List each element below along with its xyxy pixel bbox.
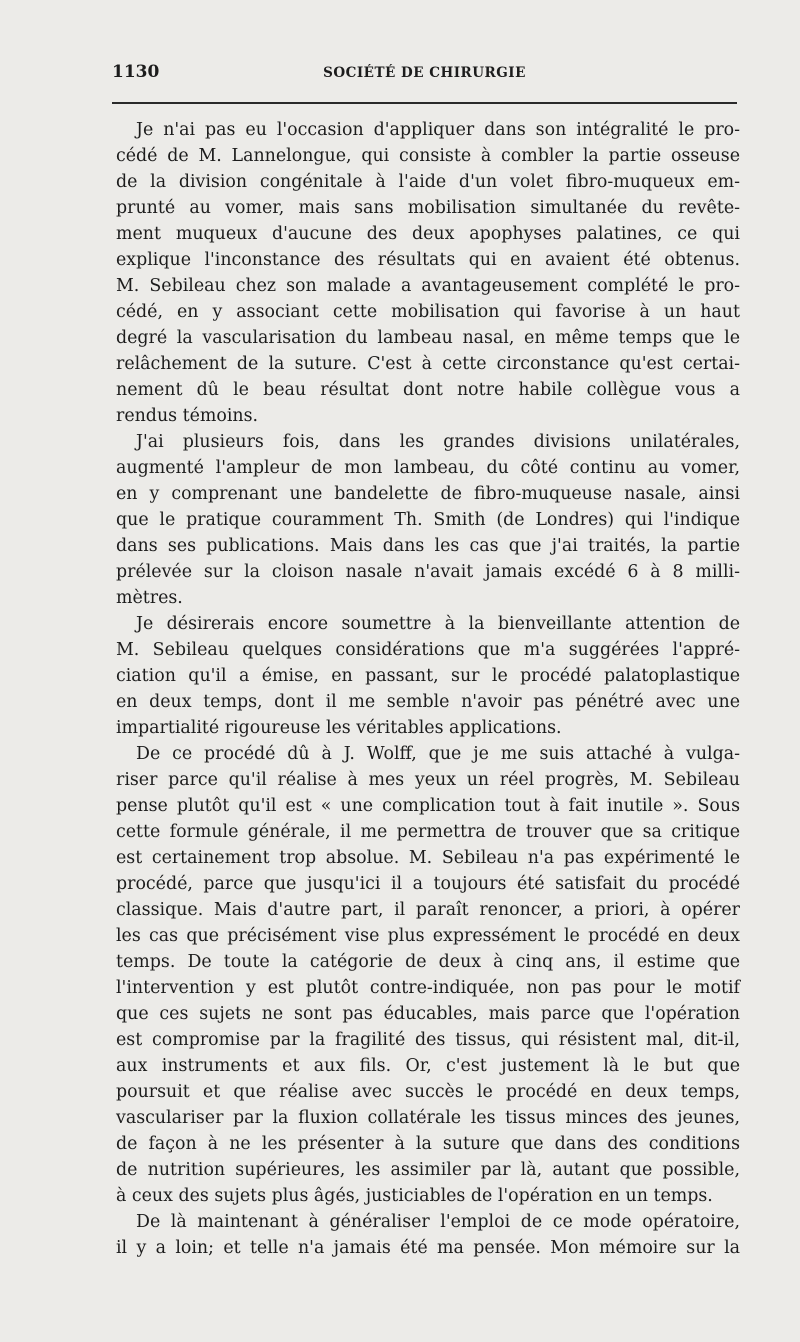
text-line: augmenté l'ampleur de mon lambeau, du côté continu au vomer, <box>116 458 740 478</box>
text-line: aux instruments et aux fils. Or, c'est justement là le but que <box>116 1056 740 1076</box>
text-line: de nutrition supérieures, les assimiler par là, autant que possible, <box>116 1160 740 1180</box>
text-line: explique l'inconstance des résultats qui en avaient été obtenus. <box>116 250 740 270</box>
text-line: cette formule générale, il me permettra de trouver que sa critique <box>116 822 740 842</box>
text-line: De là maintenant à généraliser l'emploi de ce mode opératoire, <box>136 1212 740 1232</box>
text-line: de façon à ne les présenter à la suture que dans des conditions <box>116 1134 740 1154</box>
text-line: de la division congénitale à l'aide d'un volet fibro-muqueux em- <box>116 172 740 192</box>
text-line: l'intervention y est plutôt contre-indiquée, non pas pour le motif <box>116 978 740 998</box>
text-line: degré la vascularisation du lambeau nasal, en même temps que le <box>116 328 740 348</box>
text-line: nement dû le beau résultat dont notre habile collègue vous a <box>116 380 740 400</box>
text-line: classique. Mais d'autre part, il paraît renoncer, a priori, à opérer <box>116 900 740 920</box>
page-header <box>112 62 737 86</box>
running-title: SOCIÉTÉ DE CHIRURGIE <box>323 65 526 81</box>
text-line: De ce procédé dû à J. Wolff, que je me suis attaché à vulga- <box>136 744 740 764</box>
text-line: cédé, en y associant cette mobilisation qui favorise à un haut <box>116 302 740 322</box>
text-line: ment muqueux d'aucune des deux apophyses palatines, ce qui <box>116 224 740 244</box>
text-line: il y a loin; et telle n'a jamais été ma pensée. Mon mémoire sur la <box>116 1238 740 1258</box>
text-line: prunté au vomer, mais sans mobilisation simultanée du revête- <box>116 198 740 218</box>
text-line: pense plutôt qu'il est « une complication tout à fait inutile ». Sous <box>116 796 740 816</box>
text-line: prélevée sur la cloison nasale n'avait jamais excédé 6 à 8 milli- <box>116 562 740 582</box>
text-line: que ces sujets ne sont pas éducables, mais parce que l'opération <box>116 1004 740 1024</box>
page-number: 1130 <box>112 62 160 82</box>
text-line: mètres. <box>116 588 183 608</box>
header-rule <box>112 102 737 104</box>
body-text <box>116 117 740 1261</box>
text-line: M. Sebileau quelques considérations que m'a suggérées l'appré- <box>116 640 740 660</box>
text-line: en y comprenant une bandelette de fibro-muqueuse nasale, ainsi <box>116 484 740 504</box>
text-line: ciation qu'il a émise, en passant, sur le procédé palatoplastique <box>116 666 740 686</box>
text-line: rendus témoins. <box>116 406 259 426</box>
text-line: poursuit et que réalise avec succès le procédé en deux temps, <box>116 1082 740 1102</box>
text-line: riser parce qu'il réalise à mes yeux un réel progrès, M. Sebileau <box>116 770 740 790</box>
text-line: Je désirerais encore soumettre à la bienveillante attention de <box>136 614 740 634</box>
text-line: en deux temps, dont il me semble n'avoir pas pénétré avec une <box>116 692 740 712</box>
text-line: temps. De toute la catégorie de deux à cinq ans, il estime que <box>116 952 740 972</box>
text-line: les cas que précisément vise plus expressément le procédé en deux <box>116 926 740 946</box>
text-line: vasculariser par la fluxion collatérale les tissus minces des jeunes, <box>116 1108 740 1128</box>
text-line: Je n'ai pas eu l'occasion d'appliquer dans son intégralité le pro- <box>136 120 740 140</box>
text-line: est compromise par la fragilité des tissus, qui résistent mal, dit-il, <box>116 1030 740 1050</box>
text-line: M. Sebileau chez son malade a avantageusement complété le pro- <box>116 276 740 296</box>
text-line: que le pratique couramment Th. Smith (de Londres) qui l'indique <box>116 510 740 530</box>
text-line: procédé, parce que jusqu'ici il a toujours été satisfait du procédé <box>116 874 740 894</box>
text-line: est certainement trop absolue. M. Sebileau n'a pas expérimenté le <box>116 848 740 868</box>
text-line: relâchement de la suture. C'est à cette circonstance qu'est certai- <box>116 354 740 374</box>
text-line: J'ai plusieurs fois, dans les grandes divisions unilatérales, <box>136 432 740 452</box>
text-line: impartialité rigoureuse les véritables applications. <box>116 718 562 738</box>
text-line: à ceux des sujets plus âgés, justiciables de l'opération en un temps. <box>116 1186 713 1206</box>
text-line: cédé de M. Lannelongue, qui consiste à combler la partie osseuse <box>116 146 740 166</box>
text-line: dans ses publications. Mais dans les cas que j'ai traités, la partie <box>116 536 740 556</box>
